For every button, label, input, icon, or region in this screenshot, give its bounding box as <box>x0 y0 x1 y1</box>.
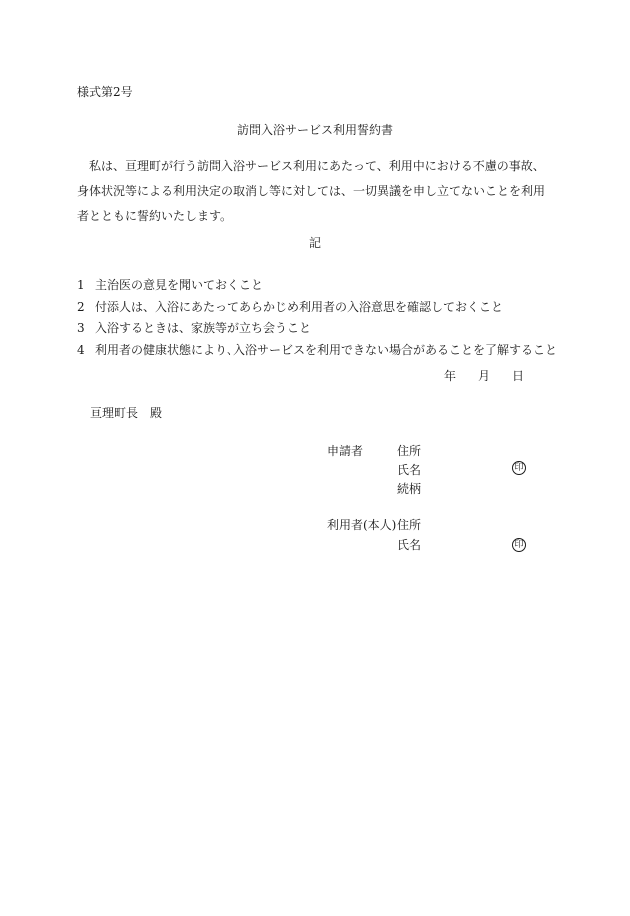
addressee: 亘理町長 殿 <box>90 406 163 420</box>
ki-heading: 記 <box>308 236 321 250</box>
pledge-text: 私は、亘理町が行う訪問入浴サービス利用にあたって、利用中における不慮の事故、身体状況等による利用決定の取消し等に対しては、一切異議を申し立てないことを利用者とともに誓約いたします。 <box>77 159 546 223</box>
year-label: 年 <box>444 369 457 383</box>
user-name-label: 氏名 <box>397 538 422 552</box>
item-text: 入浴するときは、家族等が立ち会うこと <box>95 321 312 336</box>
day-label: 日 <box>512 369 525 383</box>
form-number: 様式第2号 <box>77 85 133 99</box>
applicant-address-label: 住所 <box>397 444 422 458</box>
user-seal-mark: 印 <box>512 538 526 552</box>
list-item <box>77 339 557 361</box>
user-address-label: 住所 <box>397 518 422 532</box>
list-item <box>77 296 557 318</box>
list-item <box>77 317 557 339</box>
condition-list <box>77 274 557 361</box>
document-title: 訪問入浴サービス利用誓約書 <box>236 123 393 137</box>
applicant-seal-mark: 印 <box>512 461 526 475</box>
applicant-name-label: 氏名 <box>397 463 422 477</box>
date-line <box>444 370 524 382</box>
item-number: 4 <box>77 342 85 357</box>
item-text: 付添人は、入浴にあたってあらかじめ利用者の入浴意思を確認しておくこと <box>95 299 504 314</box>
item-number: 2 <box>77 299 85 314</box>
applicant-relation-label: 続柄 <box>397 482 422 496</box>
item-number: 1 <box>77 277 85 292</box>
applicant-label: 申請者 <box>327 444 364 458</box>
user-label: 利用者(本人) <box>327 518 397 532</box>
list-item <box>77 274 557 296</box>
item-number: 3 <box>77 321 85 336</box>
item-text: 主治医の意見を聞いておくこと <box>95 277 264 292</box>
item-text: 利用者の健康状態により､入浴サービスを利用できない場合があることを了解すること <box>95 342 558 357</box>
month-label: 月 <box>478 369 491 383</box>
pledge-paragraph <box>77 154 553 229</box>
